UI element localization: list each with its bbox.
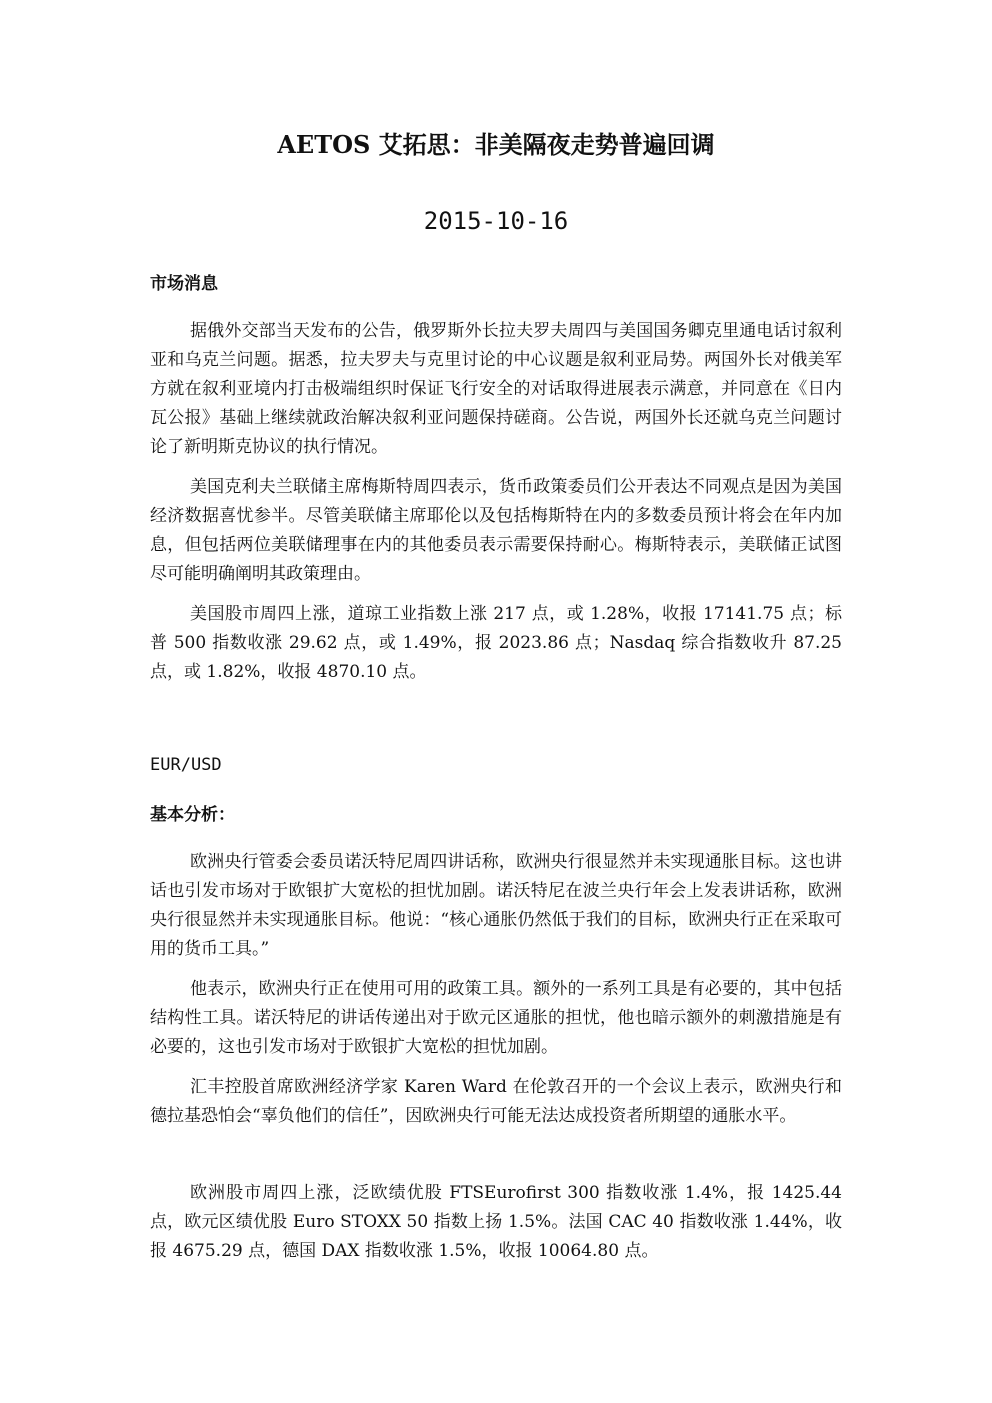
market-news-paragraph-3: 美国股市周四上涨，道琼工业指数上涨 217 点，或 1.28%，收报 17141.75 点；标普 500 指数收涨 29.62 点，或 1.49%，报 2023.86 点；Nasdaq 综合指数收升 87.25 点，或 1.82%，收报 4870.10 点。 [150, 604, 842, 682]
section-heading-fundamental-analysis: 基本分析： [150, 805, 235, 825]
eurusd-paragraph-1: 欧洲央行管委会委员诺沃特尼周四讲话称，欧洲央行很显然并未实现通胀目标。这也讲话也引发市场对于欧银扩大宽松的担忧加剧。诺沃特尼在波兰央行年会上发表讲话称，欧洲央行很显然并未实现通胀目标。他说：“核心通胀仍然低于我们的目标，欧洲央行正在采取可用的货币工具。” [150, 852, 842, 959]
eurusd-paragraph-2: 他表示，欧洲央行正在使用可用的政策工具。额外的一系列工具是有必要的，其中包括结构性工具。诺沃特尼的讲话传递出对于欧元区通胀的担忧，他也暗示额外的刺激措施是有必要的，这也引发市场对于欧银扩大宽松的担忧加剧。 [150, 979, 842, 1057]
market-news-paragraph-2: 美国克利夫兰联储主席梅斯特周四表示，货币政策委员们公开表达不同观点是因为美国经济数据喜忧参半。尽管美联储主席耶伦以及包括梅斯特在内的多数委员预计将会在年内加息，但包括两位美联储理事在内的其他委员表示需要保持耐心。梅斯特表示，美联储正试图尽可能明确阐明其政策理由。 [150, 477, 842, 584]
eurusd-paragraph-4: 欧洲股市周四上涨，泛欧绩优股 FTSEurofirst 300 指数收涨 1.4%，报 1425.44 点，欧元区绩优股 Euro STOXX 50 指数上扬 1.5%。法国 CAC 40 指数收涨 1.44%，收报 4675.29 点，德国 DAX 指数收涨 1.5%，收报 10064.80 点。 [150, 1183, 842, 1261]
document-title: AETOS 艾拓思：非美隔夜走势普遍回调 [277, 130, 715, 159]
section-heading-market-news: 市场消息 [150, 274, 218, 294]
currency-pair-label: EUR/USD [150, 755, 222, 775]
market-news-paragraph-1: 据俄外交部当天发布的公告，俄罗斯外长拉夫罗夫周四与美国国务卿克里通电话讨叙利亚和乌克兰问题。据悉，拉夫罗夫与克里讨论的中心议题是叙利亚局势。两国外长对俄美军方就在叙利亚境内打击极端组织时保证飞行安全的对话取得进展表示满意，并同意在《日内瓦公报》基础上继续就政治解决叙利亚问题保持磋商。公告说，两国外长还就乌克兰问题讨论了新明斯克协议的执行情况。 [150, 321, 842, 457]
eurusd-paragraph-3: 汇丰控股首席欧洲经济学家 Karen Ward 在伦敦召开的一个会议上表示，欧洲央行和德拉基恐怕会“辜负他们的信任”，因欧洲央行可能无法达成投资者所期望的通胀水平。 [150, 1077, 842, 1126]
document-date: 2015-10-16 [423, 207, 569, 235]
